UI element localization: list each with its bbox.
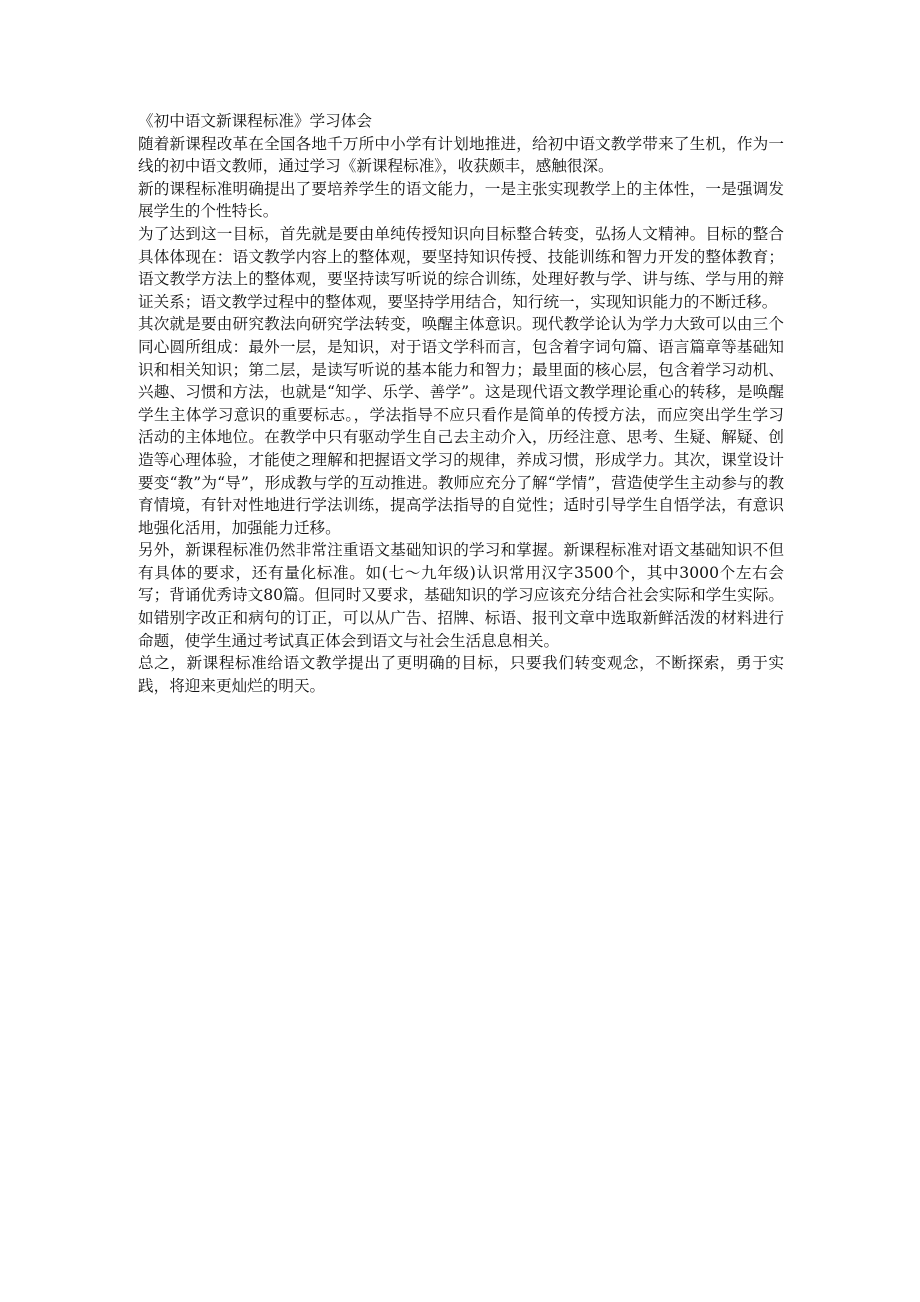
paragraph-conclusion: 总之，新课程标准给语文教学提出了更明确的目标，只要我们转变观念，不断探索，勇于实践，将迎来更灿烂的明天。: [138, 654, 784, 695]
document-body: [138, 110, 784, 697]
paragraph-intro: 随着新课程改革在全国各地千万所中小学有计划地推进，给初中语文教学带来了生机，作为一线的初中语文教师，通过学习《新课程标准》，收获颇丰，感触很深。: [138, 134, 784, 176]
paragraph-goals: 新的课程标准明确提出了要培养学生的语文能力，一是主张实现教学上的主体性，一是强调发展学生的个性特长。: [138, 179, 784, 221]
document-title: 《初中语文新课程标准》学习体会: [138, 112, 372, 130]
paragraph-basic-knowledge: 另外，新课程标准仍然非常注重语文基础知识的学习和掌握。新课程标准对语文基础知识不但有具体的要求，还有量化标准。如(七～九年级)认识常用汉字3500个，其中3000个左右会写；背诵优秀诗文80篇。但同时又要求，基础知识的学习应该充分结合社会实际和学生实际。如错别字改正和病句的订正，可以从广告、招牌、标语、报刊文章中选取新鲜活泼的材料进行命题，使学生通过考试真正体会到语文与社会生活息息相关。: [138, 541, 784, 650]
paragraph-integration: 为了达到这一目标，首先就是要由单纯传授知识向目标整合转变，弘扬人文精神。目标的整合具体体现在：语文教学内容上的整体观，要坚持知识传授、技能训练和智力开发的整体教育；语文教学方法上的整体观，要坚持读写听说的综合训练，处理好教与学、讲与练、学与用的辩证关系；语文教学过程中的整体观，要坚持学用结合，知行统一，实现知识能力的不断迁移。: [138, 224, 784, 311]
paragraph-learning-method: 其次就是要由研究教法向研究学法转变，唤醒主体意识。现代教学论认为学力大致可以由三个同心圆所组成：最外一层，是知识，对于语文学科而言，包含着字词句篇、语言篇章等基础知识和相关知识；第二层，是读写听说的基本能力和智力；最里面的核心层，包含着学习动机、兴趣、习惯和方法，也就是“知学、乐学、善学”。这是现代语文教学理论重心的转移，是唤醒学生主体学习意识的重要标志。，学法指导不应只看作是简单的传授方法，而应突出学生学习活动的主体地位。在教学中只有驱动学生自己去主动介入，历经注意、思考、生疑、解疑、创造等心理体验，才能使之理解和把握语文学习的规律，养成习惯，形成学力。其次，课堂设计要变“教”为“导”，形成教与学的互动推进。教师应充分了解“学情”，营造使学生主动参与的教育情境，有针对性地进行学法训练，提高学法指导的自觉性；适时引导学生自悟学法，有意识地强化活用，加强能力迁移。: [138, 315, 784, 537]
